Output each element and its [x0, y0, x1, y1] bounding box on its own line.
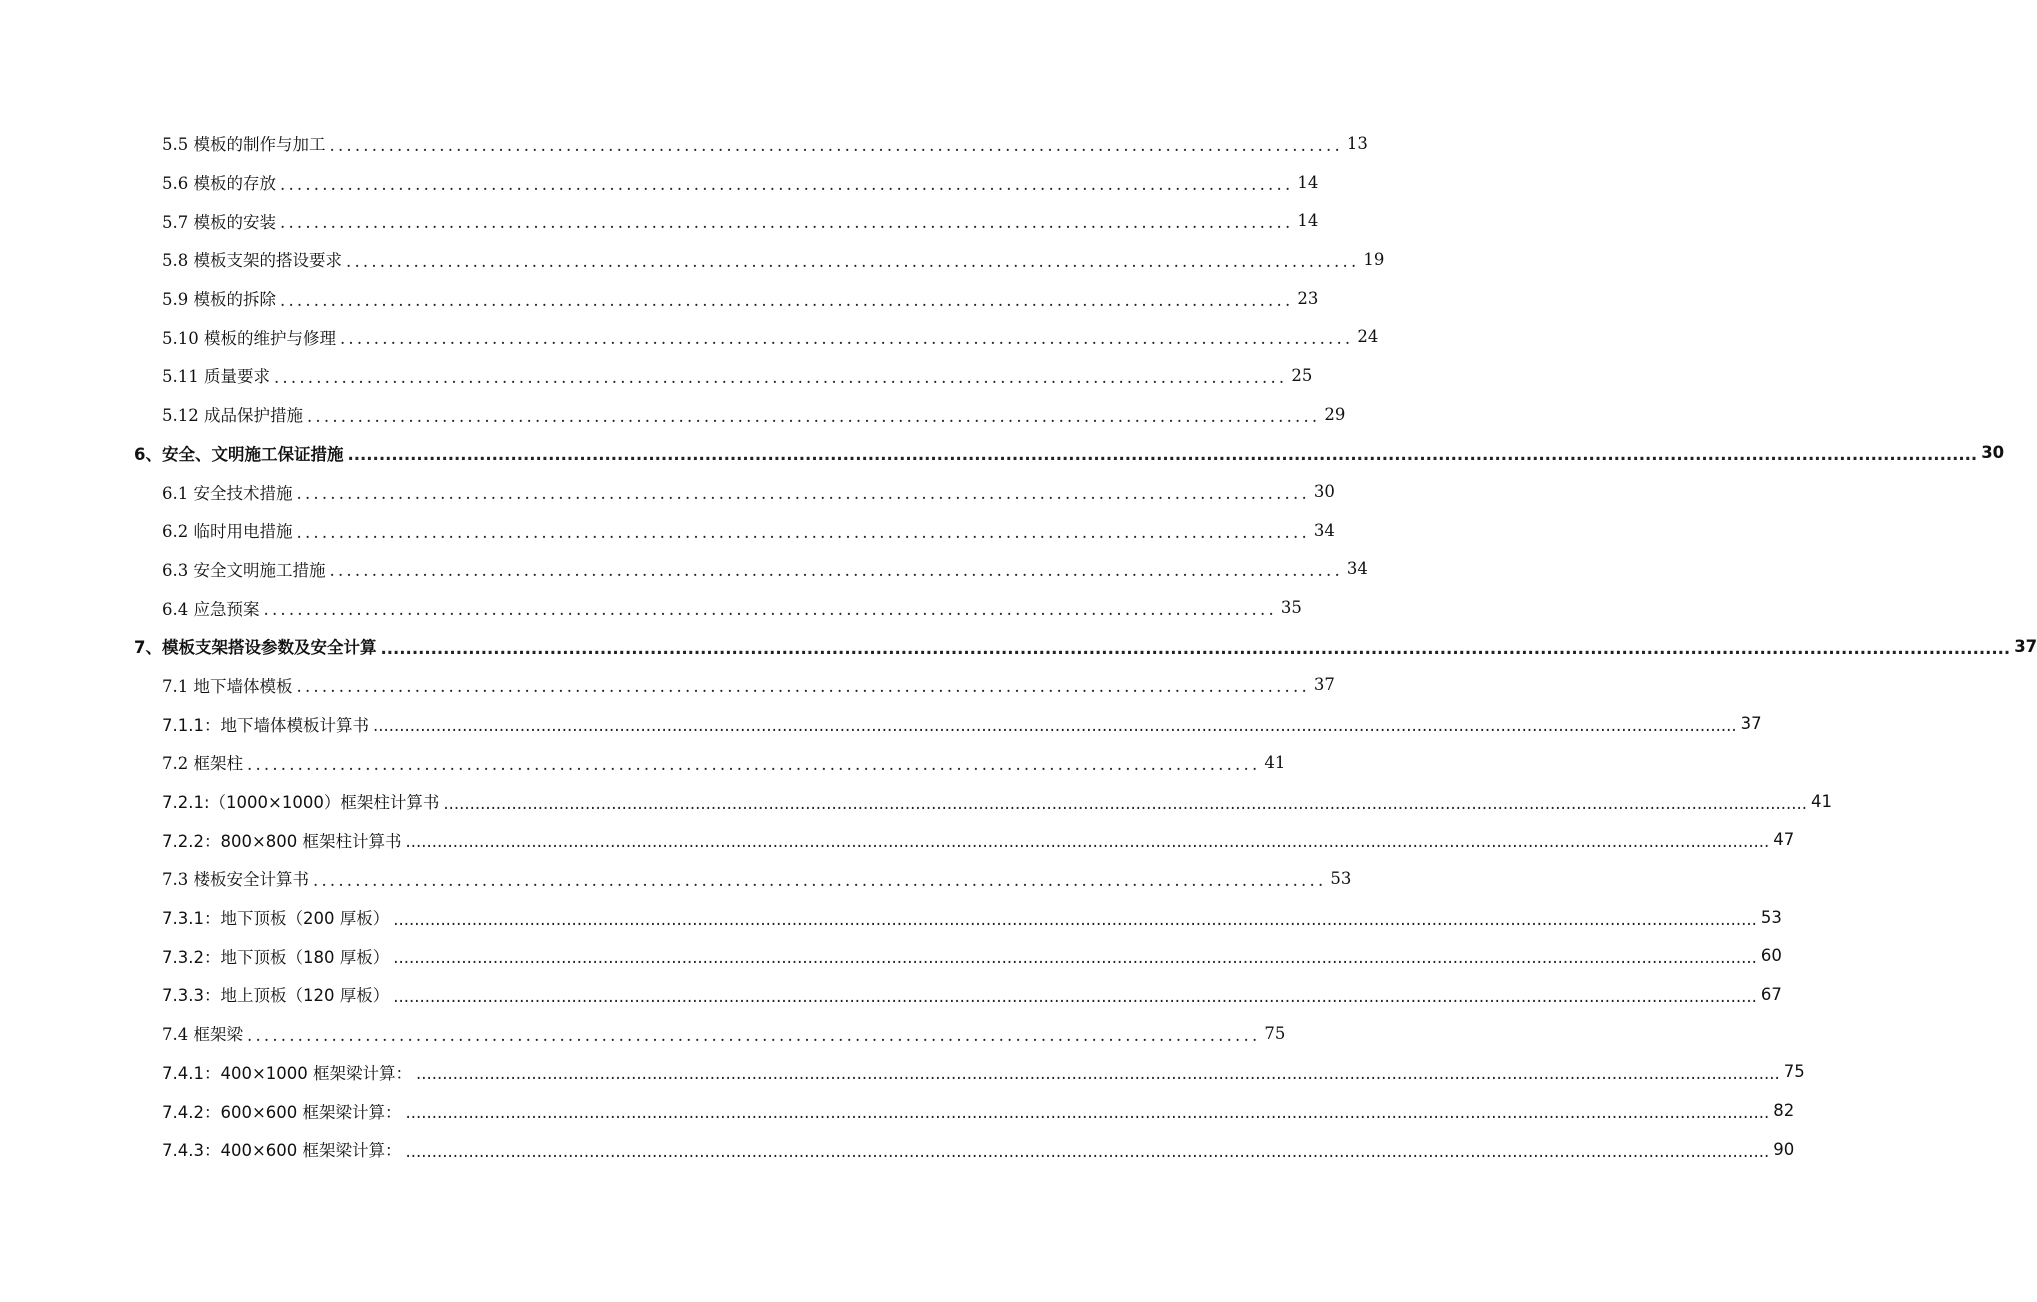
toc-entry-title: 6.3 安全文明施工措施 — [162, 560, 326, 580]
toc-entry[interactable] — [0, 743, 1286, 782]
toc-dot-leader: .................................................................................................................................................................................................................................................................... — [443, 793, 1808, 813]
toc-dot-leader: ........................................................................................................................ — [263, 600, 1277, 620]
toc-dot-leader: ........................................................................................................................ — [339, 329, 1354, 349]
toc-entry[interactable] — [0, 472, 1335, 511]
toc-entry[interactable] — [0, 936, 1782, 975]
table-of-contents — [0, 124, 2037, 1169]
toc-entry[interactable] — [0, 1053, 1805, 1092]
toc-entry-page-number: 19 — [1363, 249, 1385, 269]
toc-dot-leader: ........................................................................................................................ — [346, 251, 1360, 271]
toc-entry-page-number: 14 — [1297, 172, 1319, 192]
toc-dot-leader: ........................................................................................................................ — [247, 1025, 1261, 1045]
toc-entry-page-number: 67 — [1760, 984, 1782, 1004]
toc-entry[interactable] — [0, 1130, 1795, 1169]
toc-entry[interactable] — [0, 1091, 1795, 1130]
toc-entry[interactable] — [0, 627, 2037, 666]
toc-entry[interactable] — [0, 975, 1782, 1014]
toc-dot-leader: ........................................................................................................................ — [280, 174, 1294, 194]
toc-entry-title: 7、模板支架搭设参数及安全计算 — [134, 638, 377, 658]
toc-dot-leader: .................................................................................................................................................................................................................................................................... — [416, 1064, 1780, 1084]
toc-entry-page-number: 29 — [1324, 404, 1346, 424]
toc-entry-title: 6、安全、文明施工保证措施 — [134, 444, 344, 464]
toc-entry-title: 7.2.1:（1000×1000）框架柱计算书 — [162, 793, 440, 813]
toc-dot-leader: .................................................................................................................................................................................................................................................................... — [405, 1141, 1770, 1161]
toc-entry[interactable] — [0, 434, 2005, 473]
toc-entry-title: 7.4.1：400×1000 框架梁计算： — [162, 1063, 413, 1083]
toc-entry[interactable] — [0, 356, 1313, 395]
toc-entry-title: 7.4.2：600×600 框架梁计算： — [162, 1102, 402, 1122]
toc-entry[interactable] — [0, 279, 1319, 318]
toc-dot-leader: .................................................................................................................................................................................................................................................................... — [405, 1103, 1770, 1123]
toc-dot-leader: .................................................................................................................................................................................................................................................................... — [393, 986, 1757, 1006]
toc-entry-page-number: 13 — [1346, 133, 1368, 153]
toc-dot-leader: ........................................................................................................................ — [273, 367, 1288, 387]
toc-dot-leader: ........................................................................................................................ — [306, 406, 1321, 426]
toc-entry-title: 7.1 地下墙体模板 — [162, 676, 293, 696]
toc-dot-leader: ........................................................................................................................ — [329, 561, 1343, 581]
toc-entry-title: 5.10 模板的维护与修理 — [162, 328, 336, 348]
toc-dot-leader: .................................................................................................................................................................................................................................................................... — [405, 832, 1770, 852]
toc-entry-title: 7.3.2：地下顶板（180 厚板） — [162, 947, 390, 967]
toc-entry[interactable] — [0, 317, 1379, 356]
toc-dot-leader: ........................................................................................................................ — [247, 754, 1261, 774]
toc-entry[interactable] — [0, 588, 1302, 627]
toc-entry-page-number: 82 — [1773, 1101, 1795, 1121]
toc-entry[interactable] — [0, 704, 1762, 743]
toc-entry-page-number: 53 — [1760, 907, 1782, 927]
toc-entry-title: 5.9 模板的拆除 — [162, 290, 276, 310]
toc-entry-title: 7.3.1：地下顶板（200 厚板） — [162, 909, 390, 929]
toc-dot-leader: .................................................................................................................................................................................................................................................................... — [372, 716, 1737, 736]
toc-entry-page-number: 41 — [1264, 752, 1286, 772]
toc-entry-title: 5.7 模板的安装 — [162, 212, 276, 232]
toc-entry-page-number: 34 — [1313, 520, 1335, 540]
toc-entry-page-number: 60 — [1760, 946, 1782, 966]
toc-entry-page-number: 37 — [1313, 675, 1335, 695]
toc-dot-leader: ........................................................................................................................ — [296, 522, 1310, 542]
toc-entry[interactable] — [0, 666, 1335, 705]
toc-entry-title: 5.12 成品保护措施 — [162, 406, 303, 426]
toc-entry-page-number: 30 — [1981, 443, 2005, 463]
toc-entry[interactable] — [0, 124, 1368, 163]
toc-entry-page-number: 47 — [1773, 830, 1795, 850]
toc-entry[interactable] — [0, 395, 1346, 434]
toc-entry-title: 5.11 质量要求 — [162, 367, 270, 387]
toc-dot-leader: ........................................................................................................................ — [296, 484, 1310, 504]
toc-entry[interactable] — [0, 820, 1795, 859]
toc-entry[interactable] — [0, 859, 1352, 898]
toc-entry-title: 7.3 楼板安全计算书 — [162, 870, 309, 890]
toc-entry[interactable] — [0, 550, 1368, 589]
toc-entry-title: 6.2 临时用电措施 — [162, 522, 293, 542]
toc-entry[interactable] — [0, 1014, 1286, 1053]
toc-dot-leader: .................................................................................................................................................................................................................................................................... — [347, 445, 1978, 465]
toc-entry[interactable] — [0, 782, 1833, 821]
toc-entry-title: 5.5 模板的制作与加工 — [162, 135, 326, 155]
toc-dot-leader: ........................................................................................................................ — [280, 290, 1294, 310]
toc-entry-page-number: 24 — [1357, 327, 1379, 347]
toc-dot-leader: .................................................................................................................................................................................................................................................................... — [393, 909, 1757, 929]
toc-entry[interactable] — [0, 511, 1335, 550]
toc-entry-page-number: 37 — [2014, 636, 2037, 656]
toc-dot-leader: ........................................................................................................................ — [329, 135, 1343, 155]
toc-entry-page-number: 90 — [1773, 1139, 1795, 1159]
toc-entry-title: 7.1.1：地下墙体模板计算书 — [162, 715, 369, 735]
toc-entry-title: 6.1 安全技术措施 — [162, 483, 293, 503]
toc-entry-page-number: 14 — [1297, 211, 1319, 231]
toc-dot-leader: .................................................................................................................................................................................................................................................................... — [393, 948, 1757, 968]
toc-entry-page-number: 75 — [1264, 1023, 1286, 1043]
toc-entry-page-number: 25 — [1291, 365, 1313, 385]
toc-entry-title: 7.2.2：800×800 框架柱计算书 — [162, 831, 402, 851]
toc-entry-title: 7.2 框架柱 — [162, 754, 243, 774]
toc-entry[interactable] — [0, 163, 1319, 202]
toc-entry-page-number: 30 — [1313, 482, 1335, 502]
toc-entry[interactable] — [0, 201, 1319, 240]
toc-entry-title: 5.6 模板的存放 — [162, 174, 276, 194]
toc-dot-leader: ........................................................................................................................ — [280, 213, 1294, 233]
toc-entry-title: 7.4 框架梁 — [162, 1025, 243, 1045]
toc-entry-title: 6.4 应急预案 — [162, 599, 260, 619]
toc-dot-leader: .................................................................................................................................................................................................................................................................... — [380, 638, 2011, 658]
toc-dot-leader: ........................................................................................................................ — [296, 677, 1310, 697]
toc-entry-page-number: 23 — [1297, 288, 1319, 308]
toc-entry-page-number: 53 — [1330, 868, 1352, 888]
toc-entry[interactable] — [0, 898, 1782, 937]
toc-entry-page-number: 75 — [1783, 1062, 1805, 1082]
toc-entry-title: 7.4.3：400×600 框架梁计算： — [162, 1141, 402, 1161]
toc-entry-page-number: 34 — [1346, 559, 1368, 579]
toc-entry-title: 5.8 模板支架的搭设要求 — [162, 251, 342, 271]
toc-dot-leader: ........................................................................................................................ — [313, 870, 1327, 890]
toc-entry[interactable] — [0, 240, 1385, 279]
toc-entry-page-number: 35 — [1280, 598, 1302, 618]
toc-entry-title: 7.3.3：地上顶板（120 厚板） — [162, 986, 390, 1006]
toc-entry-page-number: 37 — [1740, 714, 1762, 734]
toc-entry-page-number: 41 — [1811, 791, 1833, 811]
